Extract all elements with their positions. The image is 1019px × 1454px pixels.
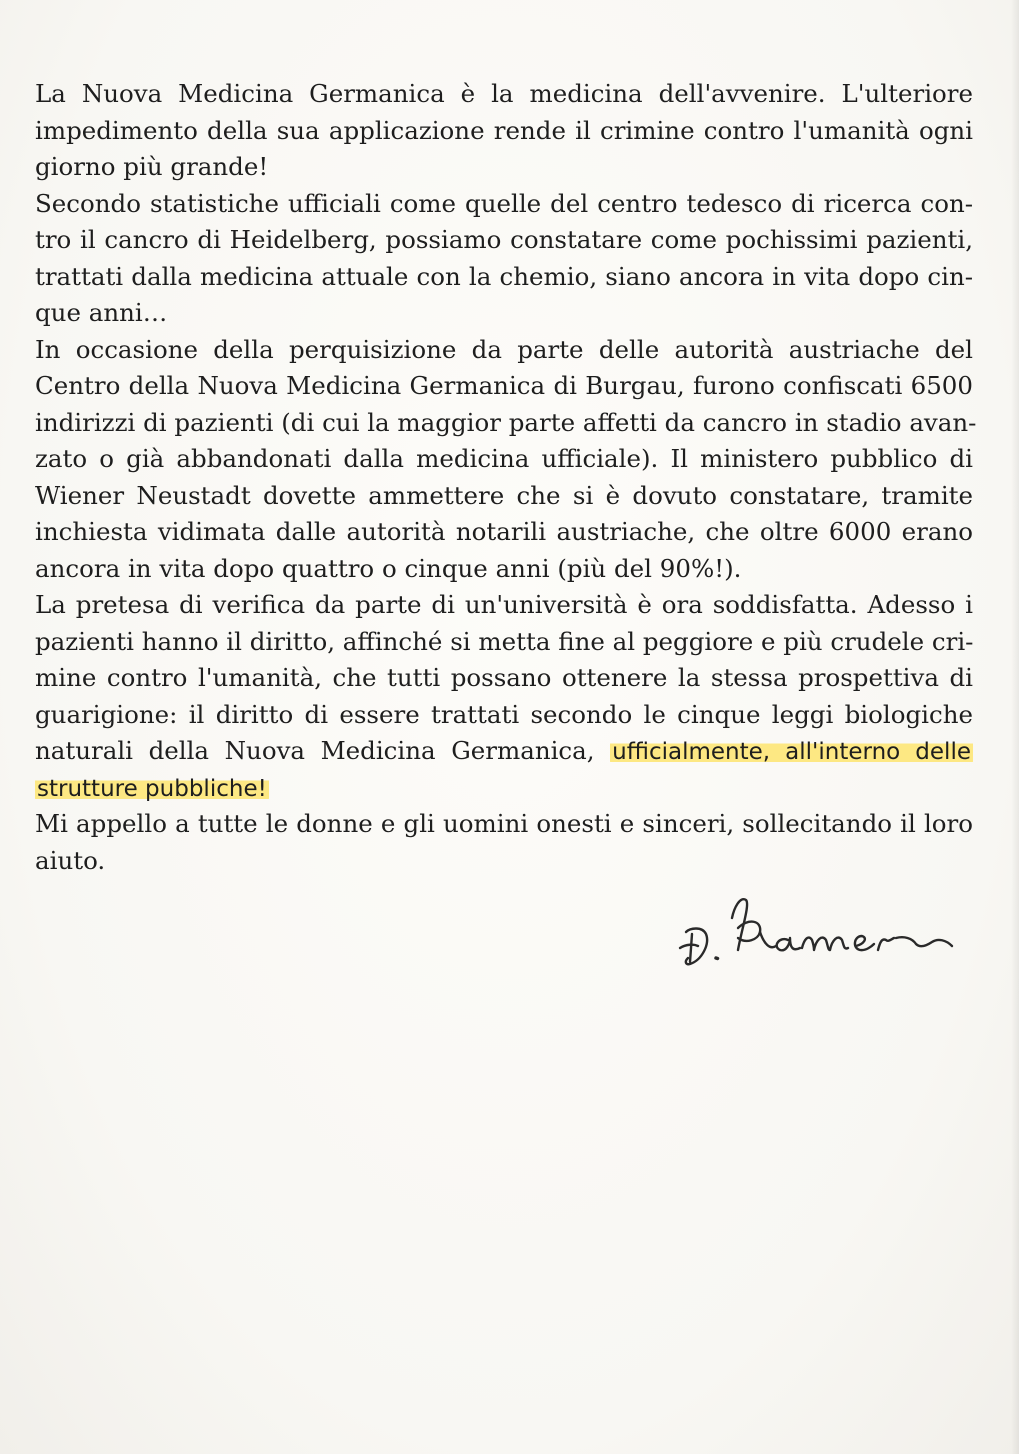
text-line: Mi appello a tutte le donne e gli uomini onesti e sinceri, sollecitando il loro <box>35 809 973 838</box>
highlighted-text: strutture pubbliche! <box>37 775 267 802</box>
text-line: inchiesta vidimata dalle autorità notarili austriache, che oltre 6000 erano <box>35 517 973 546</box>
text-line: pazienti hanno il diritto, affinché si metta fine al peggiore e più crudele cri- <box>35 626 974 656</box>
text-line: ancora in vita dopo quattro o cinque anni (più del 90%!). <box>35 553 742 583</box>
text-line: guarigione: il diritto di essere trattati secondo le cinque leggi biologiche <box>35 699 973 729</box>
text-line: que anni… <box>35 298 168 327</box>
text-line-with-highlight <box>35 733 973 770</box>
text-line: mine contro l'umanità, che tutti possano ottenere la stessa prospettiva di <box>35 663 973 692</box>
text-line: indirizzi di pazienti (di cui la maggior parte affetti da cancro in stadio avan- <box>35 407 977 437</box>
page-edge-shadow <box>1011 0 1019 1454</box>
text-line: Centro della Nuova Medicina Germanica di Burgau, furono confiscati 6500 <box>35 371 973 400</box>
text-line: La pretesa di verifica da parte di un'università è ora soddisfatta. Adesso i <box>35 590 973 619</box>
text-line: aiuto. <box>35 845 106 875</box>
text-line: impedimento della sua applicazione rende il crimine contro l'umanità ogni <box>35 115 973 145</box>
text-line: Wiener Neustadt dovette ammettere che si è dovuto constatare, tramite <box>35 480 973 510</box>
signature-image <box>676 888 966 988</box>
text-line: Secondo statistiche ufficiali come quelle del centro tedesco di ricerca con- <box>35 188 973 218</box>
text-segment: naturali della Nuova Medicina Germanica, <box>35 736 595 765</box>
text-line: giorno più grande! <box>35 152 269 181</box>
text-line-with-highlight <box>35 770 973 807</box>
text-line: tro il cancro di Heidelberg, possiamo constatare come pochissimi pazienti, <box>35 225 973 254</box>
text-line: La Nuova Medicina Germanica è la medicina dell'avvenire. L'ulteriore <box>35 79 973 108</box>
text-line: In occasione della perquisizione da parte delle autorità austriache del <box>35 334 973 364</box>
text-line: zato o già abbandonati dalla medicina ufficiale). Il ministero pubblico di <box>35 444 973 473</box>
highlighted-text: ufficialmente, all'interno delle <box>612 739 971 765</box>
body-text <box>35 76 977 879</box>
text-line: trattati dalla medicina attuale con la chemio, siano ancora in vita dopo cin- <box>35 261 973 291</box>
